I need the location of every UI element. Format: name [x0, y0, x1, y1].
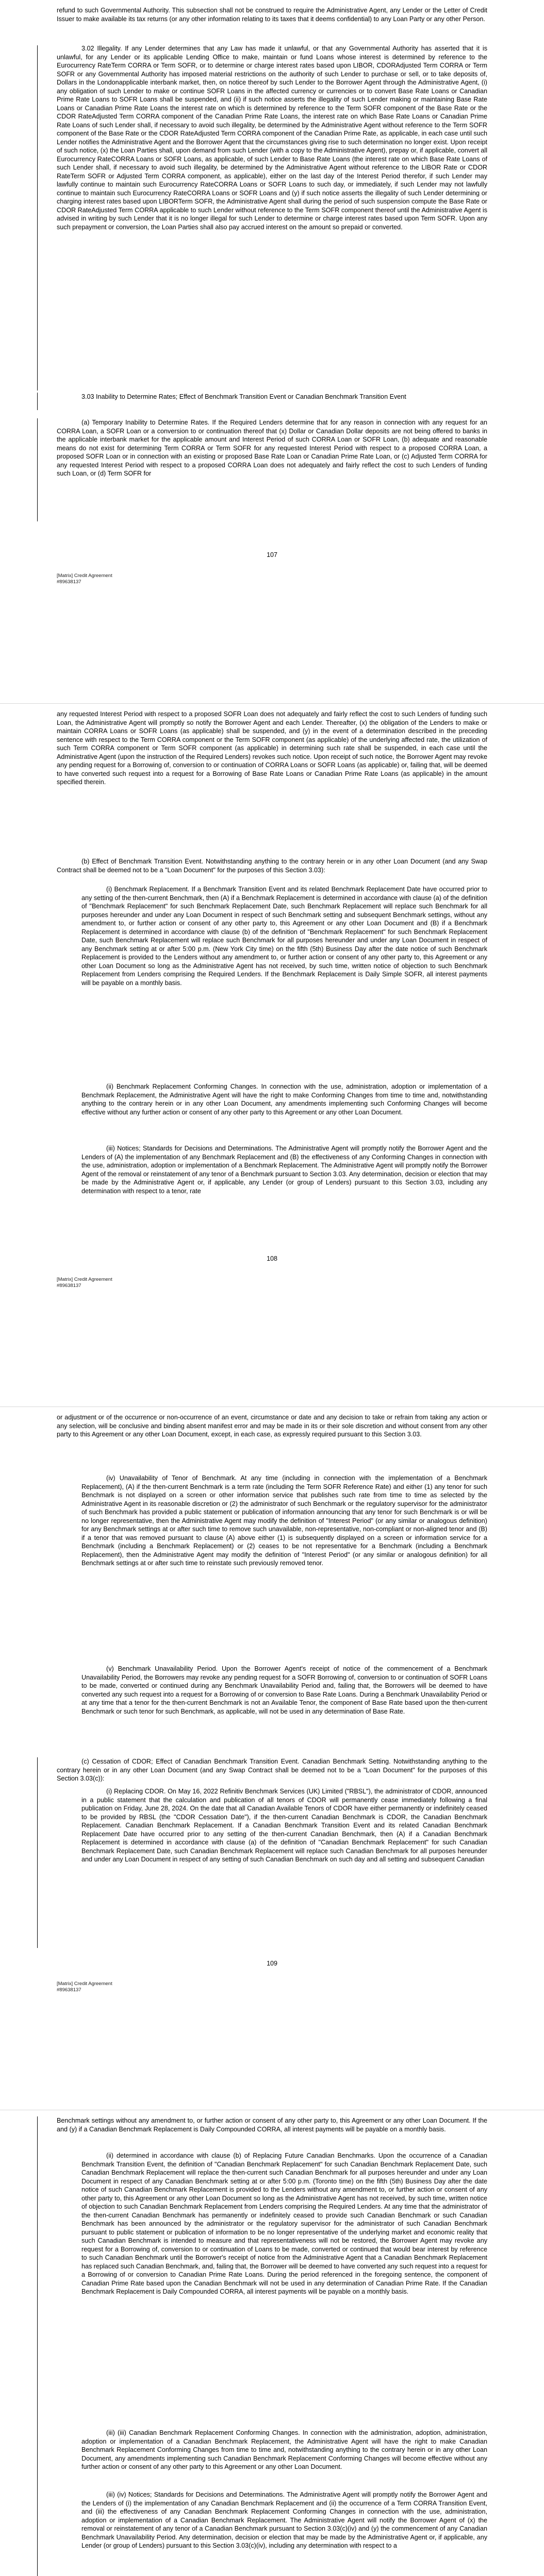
paragraph-3-01-tail: refund to such Governmental Authority. This subsection shall not be construed to require the Administrative Agent, any Lender or the Letter of Credit Issuer to make available its tax returns (or any other information relating to its taxes that it deems confidential) to any Loan Party or any other Person.: [57, 7, 487, 23]
section-heading-3-03: 3.03 Inability to Determine Rates; Effect of Benchmark Transition Event or Canadian Benchmark Transition Event: [81, 393, 406, 400]
page-109: [0, 1407, 544, 2110]
paragraph-3-03-c-i: (i) Replacing CDOR. On May 16, 2022 Refinitiv Benchmark Services (UK) Limited ("RBSL"), the administrator of CDOR, announced in a public statement that the calculation and publication of all tenors of CDOR will permanently cease immediately following a final publication on Friday, June 28, 2024. On the date that all Canadian Available Tenors of CDOR have either permanently or indefinitely ceased to be provided by RBSL (the "CDOR Cessation Date"), if the then-current Canadian Benchmark is CDOR, the Canadian Benchmark Replacement. Canadian Benchmark Replacement. If a Canadian Benchmark Transition Event and its related Canadian Benchmark Replacement Date have occurred prior to any setting of the then-current Canadian Benchmark, then (A) if a Canadian Benchmark Replacement is determined in accordance with clause (a) of the definition of "Canadian Benchmark Replacement" for such Canadian Benchmark Replacement Date, such Canadian Benchmark Replacement will replace such Canadian Benchmark for all purposes hereunder and under any Loan Document in respect of any setting of such Canadian Benchmark on such day and all setting and subsequent Canadian: [81, 1788, 487, 1863]
paragraph-3-03-a-cont: any requested Interest Period with respect to a proposed SOFR Loan does not adequately and fairly reflect the cost to such Lenders of funding such Loan, the Administrative Agent will promptly so notify the Borrower Agent and each Lender. Thereafter, (x) the obligation of the Lenders to make or maintain CORRA Loans or SOFR Loans (as applicable) shall be suspended, and (y) in the event of a determination described in the preceding sentence with respect to the Term CORRA component or the Term SOFR component (as applicable) of the underlying affected rate, the utilization of such Term CORRA component or Term SOFR component (as applicable) in determining such rate shall be suspended, in each case until the Administrative Agent (upon the instruction of the Required Lenders) revokes such notice. Upon receipt of such notice, the Borrower Agent may revoke any pending request for a Borrowing of, conversion to or continuation of CORRA Loans or SOFR Loans (as applicable) or, failing that, will be deemed to have converted such request into a request for a Borrowing of Base Rate Loans or Canadian Prime Rate Loans (as applicable) in the amount specified therein.: [57, 710, 487, 786]
paragraph-3-02-illegality: 3.02 Illegality. If any Lender determines that any Law has made it unlawful, or that any Governmental Authority has asserted that it is unlawful, for any Lender or its applicable Lending Office to make, maintain or fund Loans whose interest is determined by reference to the Eurocurrency RateTerm CORRA or Term SOFR, or to determine or charge interest rates based upon LIBOR, CDORAdjusted Term CORRA or Term SOFR or any Governmental Authority has imposed material restrictions on the authority of such Lender to purchase or sell, or to take deposits of, Dollars in the Londonapplicable interbank market, then, on notice thereof by such Lender to the Borrower Agent through the Administrative Agent, (i) any obligation of such Lender to make or continue SOFR Loans in the affected currency or currencies or to convert Base Rate Loans or Canadian Prime Rate Loans to SOFR Loans shall be suspended, and (ii) if such notice asserts the illegality of such Lender making or maintaining Base Rate Loans or Canadian Prime Rate Loans the interest rate on which is determined by reference to the Term SOFR component of the Base Rate or the CDOR RateAdjusted Term CORRA component of the Canadian Prime Rate Loans, the interest rate on which Base Rate Loans or Canadian Prime Rate Loans of such Lender shall, if necessary to avoid such illegality, be determined by the Administrative Agent without reference to the Term SOFR component of the Base Rate or the CDOR RateAdjusted Term CORRA component of the Canadian Prime Rate, as applicable, in each case until such Lender notifies the Administrative Agent and the Borrower Agent that the circumstances giving rise to such determination no longer exist. Upon receipt of such notice, (x) the Loan Parties shall, upon demand from such Lender (with a copy to the Administrative Agent), prepay or, if applicable, convert all Eurocurrency RateCORRA Loans or SOFR Loans, as applicable, of such Lender to Base Rate Loans (the interest rate on which Base Rate Loans of such Lender shall, if necessary to avoid such illegality, be determined by the Administrative Agent without reference to the LIBOR Rate or CDOR RateTerm SOFR or Adjusted Term CORRA component, as applicable), either on the last day of the Interest Period therefor, if such Lender may lawfully continue to maintain such Eurocurrency RateCORRA Loans or SOFR Loans to such day, or immediately, if such Lender may not lawfully continue to maintain such Eurocurrency RateCORRA Loans or SOFR Loans and (y) if such notice asserts the illegality of such Lender determining or charging interest rates based upon LIBORTerm SOFR, the Administrative Agent shall during the period of such suspension compute the Base Rate or CDOR RateAdjusted Term CORRA applicable to such Lender without reference to the Term SOFR component thereof until the Administrative Agent is advised in writing by such Lender that it is no longer illegal for such Lender to determine or charge interest rates based upon Term SOFR. Upon any such prepayment or conversion, the Loan Parties shall also pay accrued interest on the amount so prepaid or converted.: [57, 45, 487, 231]
change-bar: [37, 1757, 38, 1948]
paragraph-3-03-c-ii: (ii) determined in accordance with clause (b) of Replacing Future Canadian Benchmarks. Upon the occurrence of a Canadian Benchmark Transition Event, the definition of "Canadian Benchmark Replacement" for such Canadian Benchmark Replacement Date, such Canadian Benchmark Replacement will replace the then-current such Canadian Benchmark for all purposes hereunder and under any Loan Document in respect of any Canadian Benchmark setting at or after 5:00 p.m. (Toronto time) on the fifth (5th) Business Day after the date notice of such Canadian Benchmark Replacement is provided to the Lenders without any amendment to, or further action or consent of any other party to, this Agreement or any other Loan Document so long as the Administrative Agent has not received, by such time, written notice of objection to such Canadian Benchmark Replacement from Lenders comprising the Required Lenders. At any time that the administrator of the then-current Canadian Benchmark has permanently or indefinitely ceased to provide such Canadian Benchmark or such Canadian Benchmark has been announced by the administrator or the regulatory supervisor for the administrator of such Canadian Benchmark pursuant to public statement or publication of information to be no longer representative of the underlying market and economic reality that such Canadian Benchmark is intended to measure and that representativeness will not be restored, the Borrower Agent may revoke any request for a Borrowing of, conversion to or continuation of Loans to be made, converted or continued that would bear interest by reference to such Canadian Benchmark until the Borrower's receipt of notice from the Administrative Agent that a Canadian Benchmark Replacement has replaced such Canadian Benchmark, and, failing that, the Borrower will be deemed to have converted any such request into a request for a Borrowing of or conversion to Canadian Prime Rate Loans. During the period referenced in the foregoing sentence, the component of Canadian Prime Rate based upon the Canadian Benchmark will not be used in any determination of Canadian Prime Rate. If the Canadian Benchmark Replacement is Daily Compounded CORRA, all interest payments will be payable on a monthly basis.: [81, 2152, 487, 2295]
paragraph-3-03-b-iii-cont: or adjustment or of the occurrence or non-occurrence of an event, circumstance or date and any decision to take or refrain from taking any action or any selection, will be conclusive and binding absent manifest error and may be made in its or their sole discretion and without consent from any other party to this Agreement or any other Loan Document, except, in each case, as expressly required pursuant to this Section 3.03.: [57, 1414, 487, 1438]
page-110: [0, 2110, 544, 2576]
page-107: [0, 0, 544, 703]
paragraph-3-03-b-iii: (iii) Notices; Standards for Decisions and Determinations. The Administrative Agent will promptly notify the Borrower Agent and the Lenders of (A) the implementation of any Benchmark Replacement and (B) the effectiveness of any Conforming Changes in connection with the use, administration, adoption or implementation of a Benchmark Replacement. The Administrative Agent will promptly notify the Borrower Agent of the removal or reinstatement of any tenor of a Benchmark pursuant to Section 3.03. Any determination, decision or election that may be made by the Administrative Agent or, if applicable, any Lender (or group of Lenders) pursuant to this Section 3.03, including any determination with respect to a tenor, rate: [81, 1145, 487, 1195]
page-number: 109: [267, 1960, 277, 1967]
paragraph-3-03-c-iii: (iii) (iii) Canadian Benchmark Replacement Conforming Changes. In connection with the administration, adoption, administration, adoption or implementation of a Canadian Benchmark Replacement, the Administrative Agent will have the right to make Canadian Benchmark Replacement Conforming Changes from time to time and, notwithstanding anything to the contrary herein or in any other Loan Document, any amendments implementing such Canadian Benchmark Replacement Conforming Changes will become effective without any further action or consent of any other party to this Agreement or any other Loan Document.: [81, 2429, 487, 2470]
paragraph-3-03-c: (c) Cessation of CDOR; Effect of Canadian Benchmark Transition Event. Canadian Benchmark Setting. Notwithstanding anything to the contrary herein or in any other Loan Document (and any Swap Contract shall be deemed not to be a "Loan Document" for the purposes of this Section 3.03(c)):: [57, 1758, 487, 1782]
paragraph-3-03-b-iv: (iv) Unavailability of Tenor of Benchmark. At any time (including in connection with the implementation of a Benchmark Replacement), (A) if the then-current Benchmark is a term rate (including the Term SOFR Reference Rate) and either (1) any tenor for such Benchmark is not displayed on a screen or other information service that publishes such rate from time to time as selected by the Administrative Agent in its reasonable discretion or (2) the administrator of such Benchmark or the regulatory supervisor for the administrator of such Benchmark has provided a public statement or publication of information announcing that any tenor for such Benchmark is or will be no longer representative, then the Administrative Agent may modify the definition of "Interest Period" (or any similar or analogous definition) for any Benchmark settings at or after such time to remove such unavailable, non-representative, non-compliant or non-aligned tenor and (B) if a tenor that was removed pursuant to clause (A) above either (1) is subsequently displayed on a screen or information service for a Benchmark (including a Benchmark Replacement) or (2) ceases to be not representative for a Benchmark (including a Benchmark Replacement), then the Administrative Agent may modify the definition of "Interest Period" (or any similar or analogous definition) for all Benchmark settings at or after such time to reinstate such previously removed tenor.: [81, 1475, 487, 1567]
change-bar: [37, 418, 38, 521]
paragraph-3-03-b-v: (v) Benchmark Unavailability Period. Upon the Borrower Agent's receipt of notice of the commencement of a Benchmark Unavailability Period, the Borrowers may revoke any pending request for a SOFR Borrowing of, conversion to or continuation of SOFR Loans to be made, converted or continued during any Benchmark Unavailability Period and, failing that, the Borrowers will be deemed to have converted any such request into a request for a Borrowing of or conversion to Base Rate Loans. During a Benchmark Unavailability Period or at any time that a tenor for the then-current Benchmark is not an Available Tenor, the component of Base Rate based upon the then-current Benchmark or such tenor for such Benchmark, as applicable, will not be used in any determination of Base Rate.: [81, 1665, 487, 1715]
paragraph-3-03-b-ii: (ii) Benchmark Replacement Conforming Changes. In connection with the use, administration, adoption or implementation of a Benchmark Replacement, the Administrative Agent will have the right to make Conforming Changes from time to time and, notwithstanding anything to the contrary herein or in any other Loan Document, any amendments implementing such Conforming Changes will become effective without any further action or consent of any other party to this Agreement or any other Loan Document.: [81, 1083, 487, 1116]
change-bar: [37, 393, 38, 410]
page-108: [0, 704, 544, 1406]
document-footer: [Matrix] Credit Agreement #89638137: [57, 1981, 112, 1993]
paragraph-3-03-a: (a) Temporary Inability to Determine Rates. If the Required Lenders determine that for any reason in connection with any request for an CORRA Loan, a SOFR Loan or a conversion to or continuation thereof that (x) Dollar or Canadian Dollar deposits are not being offered to banks in the applicable interbank market for the applicable amount and Interest Period of such CORRA Loan or SOFR Loan, (b) adequate and reasonable means do not exist for determining Term CORRA or Term SOFR for any requested Interest Period with respect to a proposed CORRA Loan, a proposed SOFR Loan or in connection with an existing or proposed Base Rate Loan or Canadian Prime Rate Loan, or (c) Adjusted Term CORRA for any requested Interest Period with respect to a proposed CORRA Loan does not adequately and fairly reflect the cost to such Lenders of funding such Loan, or (d) Term SOFR for: [57, 419, 487, 477]
paragraph-3-03-c-i-cont: Benchmark settings without any amendment to, or further action or consent of any other party to, this Agreement or any other Loan Document. If the and (y) if a Canadian Benchmark Replacement is Daily Compounded CORRA, all interest payments will be payable on a monthly basis.: [57, 2117, 487, 2133]
change-bar: [37, 2116, 38, 2576]
document-footer: [Matrix] Credit Agreement #89638137: [57, 1277, 112, 1289]
change-bar: [37, 45, 38, 391]
document-footer: [Matrix] Credit Agreement #89638137: [57, 573, 112, 585]
page-number: 107: [267, 551, 277, 558]
paragraph-3-03-c-iv: (iii) (iv) Notices; Standards for Decisions and Determinations. The Administrative Agent will promptly notify the Borrower Agent and the Lenders of (i) the implementation of any Canadian Benchmark Replacement and (ii) the occurrence of a Term CORRA Transition Event, and (iii) the effectiveness of any Canadian Benchmark Replacement Conforming Changes in connection with the use, administration, adoption or implementation of a Canadian Benchmark Replacement. The Administrative Agent will notify the Borrower Agent of (x) the removal or reinstatement of any tenor of a Canadian Benchmark pursuant to Section 3.03(c)(iv) and (y) the commencement of any Canadian Benchmark Unavailability Period. Any determination, decision or election that may be made by the Administrative Agent or, if applicable, any Lender (or group of Lenders) pursuant to this Section 3.03(c)(iv), including any determination with respect to a: [81, 2491, 487, 2549]
paragraph-3-03-b-i: (i) Benchmark Replacement. If a Benchmark Transition Event and its related Benchmark Replacement Date have occurred prior to any setting of the then-current Benchmark, then (A) if a Benchmark Replacement is determined in accordance with clause (a) of the definition of "Benchmark Replacement" for such Benchmark Replacement Date, such Benchmark Replacement will replace such Benchmark for all purposes hereunder and under any Loan Document in respect of such Benchmark setting and subsequent Benchmark settings, without any amendment to, or further action or consent of any other party to, this Agreement or any other Loan Document and (B) if a Benchmark Replacement is determined in accordance with clause (b) of the definition of "Benchmark Replacement" for such Benchmark Replacement Date, such Benchmark Replacement will replace such Benchmark for all purposes hereunder and under any Loan Document in respect of any Benchmark setting at or after 5:00 p.m. (New York City time) on the fifth (5th) Business Day after the date notice of such Benchmark Replacement is provided to the Lenders without any amendment to, or further action or consent of any other party to, this Agreement or any other Loan Document so long as the Administrative Agent has not received, by such time, written notice of objection to such Benchmark Replacement from Lenders comprising the Required Lenders. If the Benchmark Replacement is Daily Simple SOFR, all interest payments will be payable on a monthly basis.: [81, 886, 487, 987]
page-number: 108: [267, 1255, 277, 1262]
paragraph-3-03-b: (b) Effect of Benchmark Transition Event. Notwithstanding anything to the contrary herein or in any other Loan Document (and any Swap Contract shall be deemed not to be a "Loan Document" for the purposes of this Section 3.03):: [57, 858, 487, 874]
